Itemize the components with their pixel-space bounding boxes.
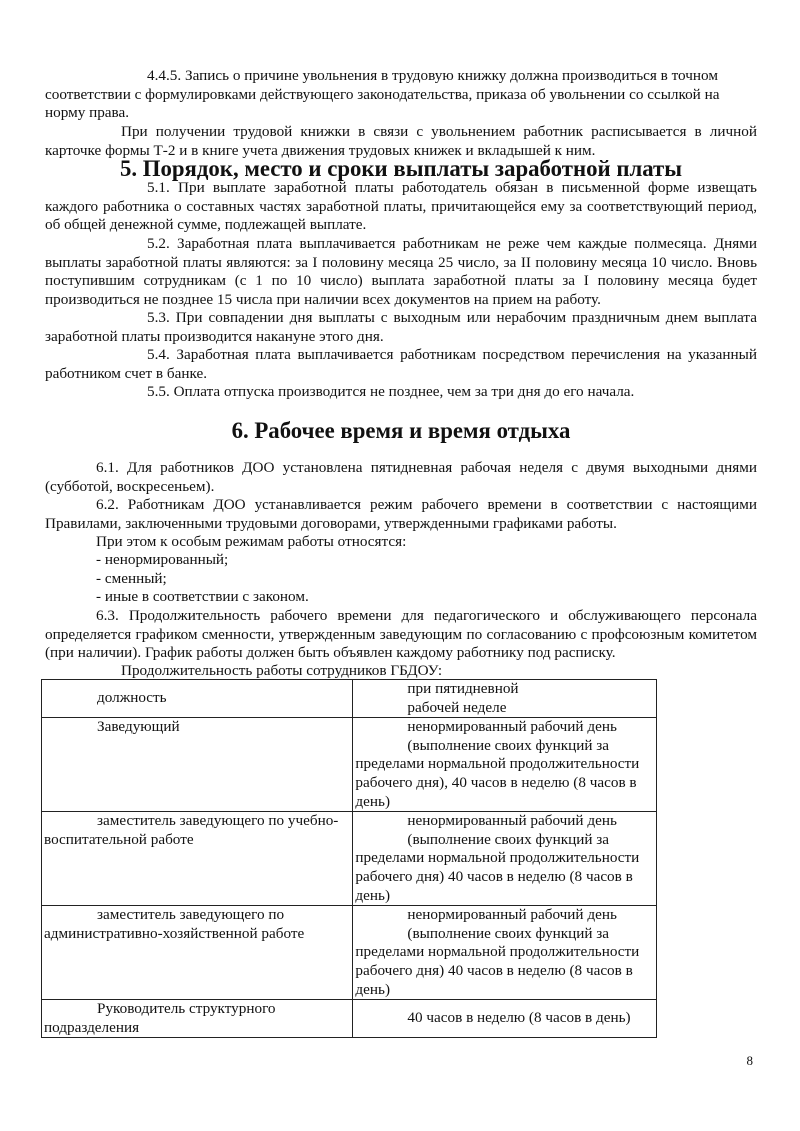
paragraph-labor-book-receipt: При получении трудовой книжки в связи с увольнением работник расписывается в личной карточке формы Т-2 и в книге учета движения трудовых книжек и вкладышей к ним. (45, 123, 757, 159)
table-header-schedule-line1: при пятидневной (407, 680, 519, 697)
row-3-hours-line1: ненормированный рабочий день (407, 906, 617, 924)
table-header-position: должность (97, 689, 167, 706)
paragraph-5-2: 5.2. Заработная плата выплачивается работникам не реже чем каждые полмесяца. Днями выплаты заработной платы являются: за I половину месяца 25 число, за II половину месяца 10 число. Вновь поступившим сотрудникам (с 1 по 10 число) выплата заработной платы за I половину месяца будет производиться не позднее 15 числа при наличии всех документов на прием на работу. (45, 235, 757, 308)
table-row (42, 812, 657, 906)
row-2-hours-rest: (выполнение своих функций за пределами нормальной продолжительности рабочего дня) 40 часов в неделю (8 часов в день) (355, 830, 640, 904)
table-header-row (42, 680, 657, 718)
row-4-hours-line1: 40 часов в неделю (8 часов в день) (407, 1009, 631, 1027)
working-hours-table (41, 679, 657, 1038)
list-item-shift: - сменный; (96, 570, 167, 587)
section-6-heading: 6. Рабочее время и время отдыха (231, 418, 571, 443)
section-5-heading: 5. Порядок, место и сроки выплаты заработной платы (119, 156, 683, 181)
paragraph-5-5: 5.5. Оплата отпуска производится не позднее, чем за три дня до его начала. (147, 383, 635, 400)
paragraph-5-3: 5.3. При совпадении дня выплаты с выходным или нерабочим праздничным днем выплата заработной платы производится накануне этого дня. (45, 309, 757, 345)
table-row (42, 906, 657, 1000)
paragraph-5-4: 5.4. Заработная плата выплачивается работникам посредством перечисления на указанный работником счет в банке. (45, 346, 757, 382)
list-item-other: - иные в соответствии с законом. (96, 588, 309, 605)
paragraph-special-modes: При этом к особым режимам работы относятся: (96, 533, 407, 550)
table-cell-position (42, 1000, 353, 1038)
table-cell-position (42, 812, 353, 906)
row-2-hours-line1: ненормированный рабочий день (407, 812, 617, 830)
table-header-position-cell (42, 680, 353, 718)
table-row (42, 1000, 657, 1038)
table-cell-position (42, 906, 353, 1000)
row-3-hours-rest: (выполнение своих функций за пределами нормальной продолжительности рабочего дня) 40 часов в неделю (8 часов в день) (355, 924, 640, 998)
paragraph-6-1: 6.1. Для работников ДОО установлена пятидневная рабочая неделя с двумя выходными днями (субботой, воскресеньем). (45, 459, 757, 495)
row-1-position: Заведующий (97, 718, 180, 736)
row-1-hours-rest: (выполнение своих функций за пределами нормальной продолжительности рабочего дня), 40 часов в неделю (8 часов в день) (355, 736, 640, 810)
table-row (42, 718, 657, 812)
table-cell-hours (353, 1000, 657, 1038)
row-1-hours-line1: ненормированный рабочий день (407, 718, 617, 736)
paragraph-duration-intro: Продолжительность работы сотрудников ГБДОУ: (121, 662, 443, 679)
paragraph-6-2: 6.2. Работникам ДОО устанавливается режим рабочего времени в соответствии с настоящими Правилами, заключенными трудовыми договорами, утвержденными графиками работы. (45, 496, 757, 532)
row-2-position: заместитель заведующего по учебно-воспитательной работе (44, 812, 339, 848)
table-cell-hours (353, 812, 657, 906)
page-number: 8 (746, 1053, 753, 1068)
paragraph-5-1: 5.1. При выплате заработной платы работодатель обязан в письменной форме извещать каждого работника о составных частях заработной платы, причитающейся ему за соответствующий период, об общей денежной сумме, подлежащей выплате. (45, 179, 757, 234)
row-3-position: заместитель заведующего по административно-хозяйственной работе (44, 906, 305, 942)
table-cell-hours (353, 718, 657, 812)
table-cell-hours (353, 906, 657, 1000)
paragraph-4-4-5: 4.4.5. Запись о причине увольнения в трудовую книжку должна производиться в точном соответствии с формулировками действующего законодательства, приказа об увольнении со ссылкой на норму права. (45, 67, 720, 122)
paragraph-6-3: 6.3. Продолжительность рабочего времени для педагогического и обслуживающего персонала определяется графиком сменности, утвержденным заведующим по согласованию с профсоюзным комитетом (при наличии). График работы должен быть объявлен каждому работнику под расписку. (45, 607, 757, 662)
list-item-irregular: - ненормированный; (96, 551, 229, 568)
table-cell-position (42, 718, 353, 812)
row-4-position: Руководитель структурного подразделения (44, 1000, 276, 1036)
table-header-schedule-cell (353, 680, 657, 718)
table-header-schedule-line2: рабочей неделе (407, 698, 507, 716)
